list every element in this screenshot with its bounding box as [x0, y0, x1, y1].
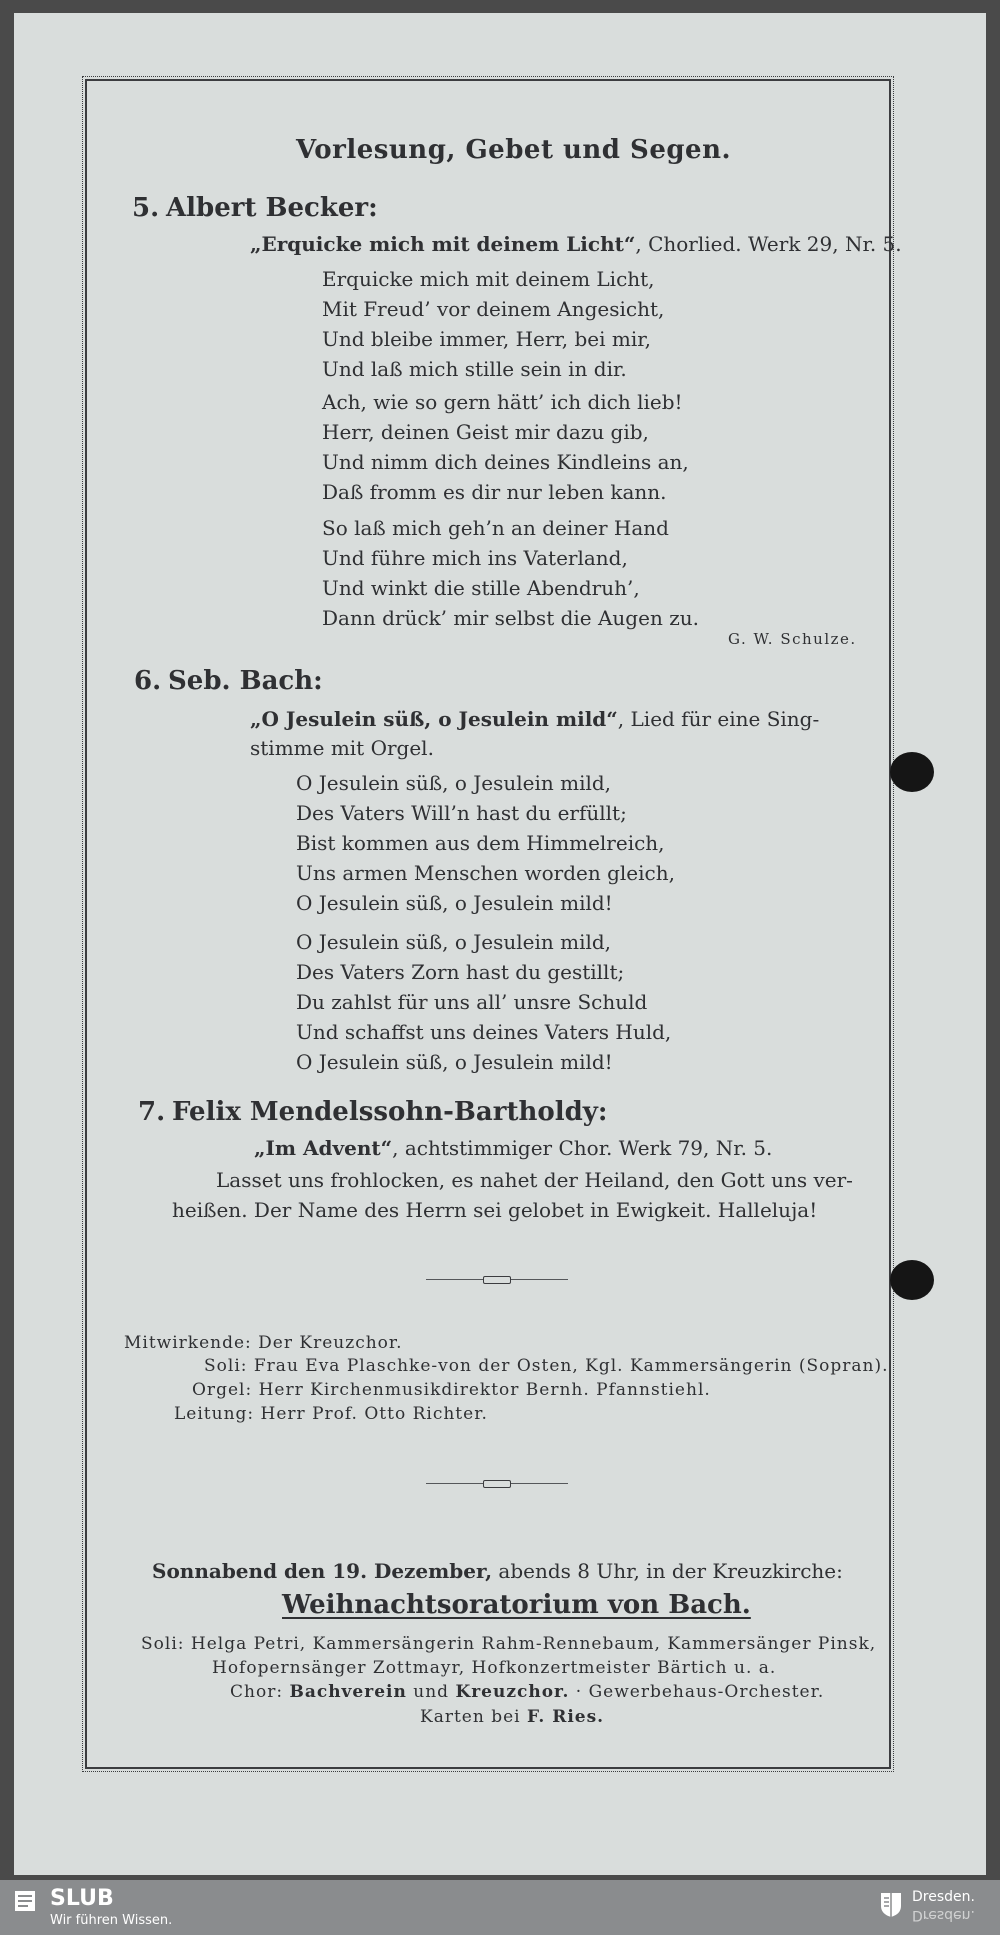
binding-hole [890, 752, 934, 792]
performers-soloist: Soli: Frau Eva Plaschke-von der Osten, Kgl. Kammersängerin (Sopran). [204, 1356, 889, 1376]
verse-line: Mit Freud’ vor deinem Angesicht, [322, 297, 665, 321]
verse-line: Des Vaters Will’n hast du erfüllt; [296, 801, 627, 825]
divider-ornament [426, 1279, 568, 1280]
verse-line: Uns armen Menschen worden gleich, [296, 861, 675, 885]
item-number: 6. [134, 666, 162, 696]
date-bold: Sonnabend den 19. Dezember, [152, 1559, 493, 1583]
next-concert-choir: Chor: Bachverein und Kreuzchor. · Gewerbehaus-Orchester. [230, 1682, 825, 1702]
stanza [322, 387, 689, 507]
verse-line: Und winkt die stille Abendruh’, [322, 576, 640, 600]
composer-name: Albert Becker: [166, 193, 378, 223]
work-info: , achtstimmiger Chor. Werk 79, Nr. 5. [392, 1136, 773, 1160]
lyricist: G. W. Schulze. [728, 630, 857, 648]
verse-line: So laß mich geh’n an deiner Hand [322, 516, 669, 540]
ticket-info: Karten bei F. Ries. [420, 1707, 605, 1727]
verse-line: Und führe mich ins Vaterland, [322, 546, 628, 570]
footer-bar [0, 1880, 1000, 1935]
divider-ornament [426, 1483, 568, 1484]
binding-hole [890, 1260, 934, 1300]
next-concert-soloists: Soli: Helga Petri, Kammersängerin Rahm-Rennebaum, Kammersänger Pinsk, [141, 1634, 877, 1654]
work-info: , Lied für eine Sing- [617, 707, 820, 731]
verse-line: Du zahlst für uns all’ unsre Schuld [296, 990, 648, 1014]
section-title: Vorlesung, Gebet und Segen. [296, 135, 732, 165]
verse-line: Und schaffst uns deines Vaters Huld, [296, 1020, 672, 1044]
composer-name: Felix Mendelssohn-Bartholdy: [172, 1097, 608, 1127]
city-crest-icon [880, 1892, 902, 1918]
stanza [322, 513, 699, 633]
next-concert-date [152, 1559, 843, 1583]
work-title: „Im Advent“ [254, 1136, 393, 1160]
work-line [250, 707, 819, 731]
stanza [296, 768, 675, 918]
slub-logo-icon [14, 1890, 36, 1912]
verse-line: Dann drück’ mir selbst die Augen zu. [322, 606, 699, 630]
lyric-text: Lasset uns frohlocken, es nahet der Heiland, den Gott uns ver- [216, 1168, 853, 1192]
performers-organ: Orgel: Herr Kirchenmusikdirektor Bernh. Pfannstiehl. [192, 1380, 711, 1400]
work-info: , Chorlied. Werk 29, Nr. 5. [635, 232, 902, 256]
work-title: „Erquicke mich mit deinem Licht“ [250, 232, 636, 256]
verse-line: O Jesulein süß, o Jesulein mild, [296, 771, 612, 795]
verse-line: Des Vaters Zorn hast du gestillt; [296, 960, 625, 984]
item-number: 7. [138, 1097, 166, 1127]
verse-line: Und laß mich stille sein in dir. [322, 357, 627, 381]
next-concert-work [282, 1590, 751, 1620]
stanza [322, 264, 664, 384]
date-rest: abends 8 Uhr, in der Kreuzkirche: [492, 1559, 843, 1583]
verse-line: Herr, deinen Geist mir dazu gib, [322, 420, 649, 444]
city-name[interactable]: Dresden. [912, 1889, 975, 1905]
verse-line: O Jesulein süß, o Jesulein mild! [296, 891, 613, 915]
work-line [250, 232, 902, 256]
item-number: 5. [132, 193, 160, 223]
city-name-reflection: Dresden. [912, 1907, 975, 1923]
verse-line: Bist kommen aus dem Himmelreich, [296, 831, 665, 855]
verse-line: O Jesulein süß, o Jesulein mild! [296, 1050, 613, 1074]
library-name[interactable]: SLUB [50, 1886, 114, 1911]
verse-line: Ach, wie so gern hätt’ ich dich lieb! [322, 390, 683, 414]
oratorio-title: Weihnachtsoratorium von Bach. [282, 1590, 751, 1620]
work-line [254, 1136, 772, 1160]
library-claim: Wir führen Wissen. [50, 1913, 173, 1928]
lyric-text: heißen. Der Name des Herrn sei gelobet in Ewigkeit. Halleluja! [172, 1198, 818, 1222]
verse-line: Erquicke mich mit deinem Licht, [322, 267, 655, 291]
verse-line: O Jesulein süß, o Jesulein mild, [296, 930, 612, 954]
verse-line: Daß fromm es dir nur leben kann. [322, 480, 667, 504]
performers-ensemble: Mitwirkende: Der Kreuzchor. [124, 1333, 403, 1353]
verse-line: Und nimm dich deines Kindleins an, [322, 450, 689, 474]
work-info-continued: stimme mit Orgel. [250, 736, 434, 760]
performers-conductor: Leitung: Herr Prof. Otto Richter. [174, 1404, 488, 1424]
composer-name: Seb. Bach: [168, 666, 323, 696]
next-concert-soloists-continued: Hofopernsänger Zottmayr, Hofkonzertmeister Bärtich u. a. [212, 1658, 777, 1678]
stanza [296, 927, 671, 1077]
work-title: „O Jesulein süß, o Jesulein mild“ [250, 707, 618, 731]
verse-line: Und bleibe immer, Herr, bei mir, [322, 327, 651, 351]
